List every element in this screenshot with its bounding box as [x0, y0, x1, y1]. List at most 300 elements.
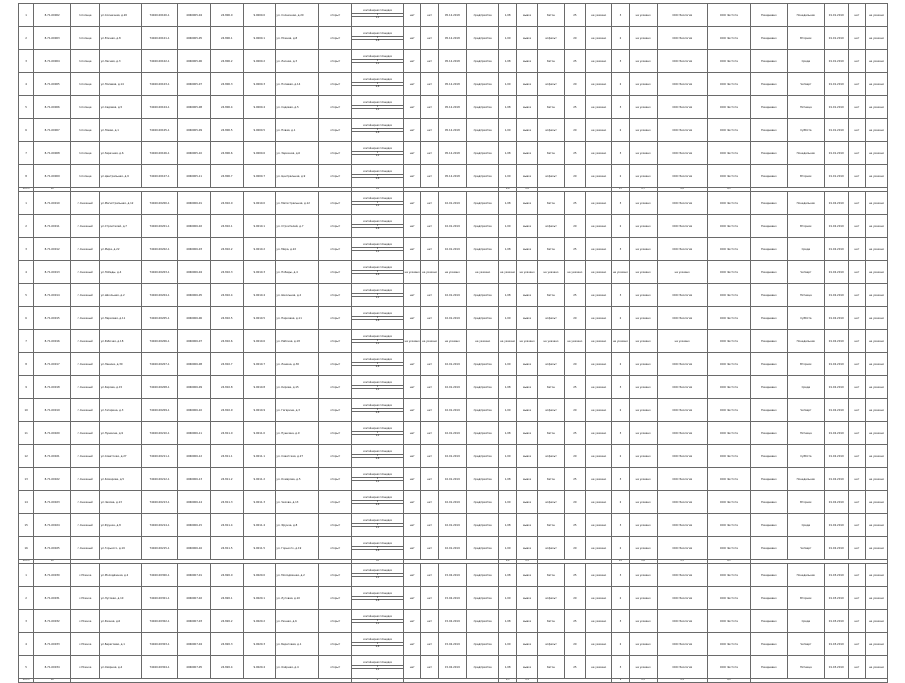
- cell-n: 2: [19, 27, 34, 50]
- cell-c: предприятие: [466, 610, 499, 633]
- cell-o: Среда: [787, 376, 824, 399]
- cell-l: ООО Чистота: [707, 468, 750, 491]
- cell-i: 2: [612, 633, 629, 656]
- cell-f1: 4060007-03: [178, 610, 211, 633]
- cell-date: 10.01.2019: [438, 537, 466, 560]
- cell-date: 05.12.2018: [438, 4, 466, 27]
- cell-g: 25: [564, 96, 586, 119]
- cell-o: Четверг: [787, 633, 824, 656]
- cell-r: не указано: [866, 27, 888, 50]
- cell-f1: 4060007-01: [178, 564, 211, 587]
- cell-n: 11: [19, 422, 34, 445]
- cell-site-details: [351, 261, 403, 284]
- cell-g: 20: [564, 445, 586, 468]
- cell-id: 8-71-00021: [34, 445, 71, 468]
- cell-f1: 4060005-08: [178, 96, 211, 119]
- table-row: [19, 165, 888, 188]
- cell-p: 01.02.2019: [824, 353, 848, 376]
- cell-h: не указано: [586, 96, 612, 119]
- total-value: 0,1: [707, 560, 750, 564]
- cell-name: ул.Береговая, д.1: [100, 633, 141, 656]
- cell-m: Ежедневно: [751, 261, 788, 284]
- cell-i: 3: [612, 4, 629, 27]
- cell-r: не указано: [866, 587, 888, 610]
- cell-a: нет: [404, 50, 421, 73]
- cell-f3: 9.0010.1: [243, 215, 276, 238]
- cell-j: не указано: [629, 192, 657, 215]
- cell-l: ООО Чистота: [707, 73, 750, 96]
- cell-l: ООО Чистота: [707, 307, 750, 330]
- cell-r: не указано: [866, 537, 888, 560]
- cell-n: 5: [19, 96, 34, 119]
- cell-name: ул.Молодёжная, д.2: [100, 564, 141, 587]
- cell-type: п.Солнце: [71, 119, 100, 142]
- cell-k: ООО Экология: [657, 238, 707, 261]
- cell-p: 01.03.2019: [824, 656, 848, 679]
- cell-b: нет: [421, 537, 438, 560]
- cell-f: бетон: [538, 422, 564, 445]
- cell-site-detail-line: 1: [352, 59, 403, 62]
- cell-h: не указано: [586, 656, 612, 679]
- cell-site-detail-line: контейнерная площадка: [363, 124, 392, 128]
- table-row: [19, 119, 888, 142]
- cell-a: нет: [404, 73, 421, 96]
- cell-p: 01.02.2019: [824, 468, 848, 491]
- cell-a: нет: [404, 238, 421, 261]
- total-value: 9: [612, 679, 629, 683]
- cell-g: 25: [564, 514, 586, 537]
- cell-o: Понедельник: [787, 192, 824, 215]
- cell-name: ул.Комарова, д.5: [100, 468, 141, 491]
- total-value: 0,1: [707, 188, 750, 192]
- cell-f: асфальт: [538, 215, 564, 238]
- cell-c: предприятие: [466, 564, 499, 587]
- cell-type: п.Солнце: [71, 96, 100, 119]
- cell-e: вывоз: [516, 353, 538, 376]
- cell-site-detail-line: 1: [352, 82, 403, 85]
- cell-n: 1: [19, 564, 34, 587]
- total-spacer: [751, 679, 888, 683]
- cell-type: п.Солнце: [71, 73, 100, 96]
- cell-l: ООО Чистота: [707, 215, 750, 238]
- cell-c: предприятие: [466, 73, 499, 96]
- cell-site-detail-line: контейнерная площадка: [363, 78, 392, 82]
- cell-f2: 24.810.0: [210, 192, 243, 215]
- cell-l: ООО Чистота: [707, 633, 750, 656]
- cell-j: не указано: [629, 468, 657, 491]
- cell-id: 8-71-00032: [34, 610, 71, 633]
- cell-owner: ул. Комарова, д.5: [276, 468, 319, 491]
- cell-f3: 9.0000.6: [243, 142, 276, 165]
- table-row: [19, 238, 888, 261]
- cell-a: нет: [404, 353, 421, 376]
- cell-site-detail-line: 0,8: [352, 503, 403, 506]
- cell-n: 5: [19, 656, 34, 679]
- cell-b: нет: [421, 633, 438, 656]
- cell-owner: ул. Береговая, д.1: [276, 633, 319, 656]
- table-row: [19, 610, 888, 633]
- cell-b: нет: [421, 238, 438, 261]
- cell-f: бетон: [538, 564, 564, 587]
- cell-l: ООО Чистота: [707, 284, 750, 307]
- cell-e: вывоз: [516, 491, 538, 514]
- cell-q: нет: [848, 445, 865, 468]
- cell-id: 8-71-00019: [34, 399, 71, 422]
- cell-f: бетон: [538, 656, 564, 679]
- cell-h: не указано: [586, 165, 612, 188]
- cell-f1: 4060006-05: [178, 284, 211, 307]
- cell-owner: ул. Рабочая, д.18: [276, 330, 319, 353]
- cell-site-detail-line: контейнерная площадка: [363, 55, 392, 59]
- cell-code: 74040-00106-1: [141, 142, 178, 165]
- table-row: [19, 656, 888, 679]
- cell-date: 05.12.2018: [438, 142, 466, 165]
- cell-r: не указано: [866, 284, 888, 307]
- cell-kind: открыт: [319, 610, 352, 633]
- cell-code: 74040-00202-1: [141, 238, 178, 261]
- table-row: [19, 307, 888, 330]
- cell-owner: ул. Советская, д.27: [276, 445, 319, 468]
- cell-n: 1: [19, 192, 34, 215]
- total-value: 6: [351, 679, 403, 683]
- cell-f1: 4060007-05: [178, 656, 211, 679]
- cell-date: 10.01.2019: [438, 284, 466, 307]
- cell-m: Ежедневно: [751, 142, 788, 165]
- cell-p: 01.02.2019: [824, 307, 848, 330]
- cell-d: 1,08: [499, 192, 516, 215]
- cell-site-detail-line: 1,1: [352, 154, 403, 157]
- total-spacer: [538, 679, 612, 683]
- cell-type: с.Южное: [71, 564, 100, 587]
- cell-j: не указано: [629, 399, 657, 422]
- cell-k: ООО Экология: [657, 537, 707, 560]
- cell-id: 8-71-00014: [34, 284, 71, 307]
- cell-type: п.Солнце: [71, 27, 100, 50]
- cell-f3: 9.0020.4: [243, 656, 276, 679]
- cell-site-details: [351, 119, 403, 142]
- cell-m: Ежедневно: [751, 633, 788, 656]
- cell-owner: ул. Чехова, д.13: [276, 491, 319, 514]
- cell-f2: 24.800.3: [210, 73, 243, 96]
- cell-g: 25: [564, 142, 586, 165]
- cell-id: 8-71-00022: [34, 468, 71, 491]
- cell-i: 2: [612, 119, 629, 142]
- cell-n: 13: [19, 468, 34, 491]
- cell-q: нет: [848, 564, 865, 587]
- cell-id: 8-71-00006: [34, 96, 71, 119]
- cell-site-detail-line: 1,1: [352, 296, 403, 299]
- cell-p: 01.02.2019: [824, 445, 848, 468]
- cell-id: 8-71-00020: [34, 422, 71, 445]
- cell-type: г.Снежный: [71, 514, 100, 537]
- cell-site-detail-line: контейнерная площадка: [363, 661, 392, 665]
- cell-e: вывоз: [516, 165, 538, 188]
- cell-o: Четверг: [787, 261, 824, 284]
- cell-kind: открыт: [319, 587, 352, 610]
- registry-table: [18, 3, 888, 683]
- cell-id: 8-71-00009: [34, 165, 71, 188]
- cell-h: не указано: [586, 537, 612, 560]
- cell-f1: 4060006-04: [178, 261, 211, 284]
- table-row: [19, 261, 888, 284]
- cell-r: не указано: [866, 330, 888, 353]
- cell-d: 1,08: [499, 468, 516, 491]
- cell-kind: открыт: [319, 445, 352, 468]
- cell-kind: открыт: [319, 238, 352, 261]
- cell-m: Ежедневно: [751, 656, 788, 679]
- cell-l: ООО Чистота: [707, 330, 750, 353]
- cell-b: нет: [421, 422, 438, 445]
- cell-name: ул.Заречная, д.6: [100, 142, 141, 165]
- cell-name: ул.Чехова, д.13: [100, 491, 141, 514]
- cell-site-detail-line: 0,8: [352, 457, 403, 460]
- cell-f2: 24.810.6: [210, 330, 243, 353]
- cell-o: Вторник: [787, 165, 824, 188]
- cell-k: ООО Экология: [657, 587, 707, 610]
- cell-d: 1,00: [499, 27, 516, 50]
- cell-name: ул.Гагарина, д.3: [100, 399, 141, 422]
- cell-f3: 9.0020.3: [243, 633, 276, 656]
- cell-n: 2: [19, 587, 34, 610]
- cell-i: 3: [612, 238, 629, 261]
- cell-l: ООО Чистота: [707, 238, 750, 261]
- group-total-row: [19, 679, 888, 683]
- cell-type: г.Снежный: [71, 353, 100, 376]
- cell-d: 1,08: [499, 4, 516, 27]
- cell-f1: 4060006-15: [178, 514, 211, 537]
- cell-type: г.Снежный: [71, 491, 100, 514]
- cell-b: нет: [421, 27, 438, 50]
- cell-site-details: [351, 192, 403, 215]
- cell-date: 10.01.2019: [438, 422, 466, 445]
- cell-c: предприятие: [466, 587, 499, 610]
- cell-i: 2: [612, 399, 629, 422]
- cell-p: 01.02.2019: [824, 284, 848, 307]
- cell-f: асфальт: [538, 633, 564, 656]
- cell-site-detail-line: 0,8: [352, 549, 403, 552]
- cell-k: ООО Экология: [657, 491, 707, 514]
- cell-name: ул.Победы, д.4: [100, 261, 141, 284]
- cell-p: 01.01.2019: [824, 73, 848, 96]
- cell-a: нет: [404, 399, 421, 422]
- cell-date: 05.12.2018: [438, 119, 466, 142]
- cell-p: 01.03.2019: [824, 587, 848, 610]
- cell-h: не указано: [586, 142, 612, 165]
- cell-d: 1,00: [499, 633, 516, 656]
- cell-j: не указано: [629, 514, 657, 537]
- cell-g: 20: [564, 353, 586, 376]
- cell-j: не указано: [629, 165, 657, 188]
- cell-f3: 9.0000.4: [243, 96, 276, 119]
- cell-site-details: [351, 330, 403, 353]
- cell-q: нет: [848, 514, 865, 537]
- cell-k: не указано: [657, 330, 707, 353]
- cell-type: с.Южное: [71, 656, 100, 679]
- cell-type: г.Снежный: [71, 468, 100, 491]
- cell-d: 1,00: [499, 119, 516, 142]
- cell-date: 10.01.2019: [438, 192, 466, 215]
- cell-m: Ежедневно: [751, 284, 788, 307]
- cell-l: ООО Чистота: [707, 656, 750, 679]
- cell-b: нет: [421, 468, 438, 491]
- table-row: [19, 215, 888, 238]
- cell-f2: 24.820.4: [210, 656, 243, 679]
- cell-code: 74040-00302-1: [141, 610, 178, 633]
- cell-q: нет: [848, 376, 865, 399]
- cell-d: 1,00: [499, 165, 516, 188]
- cell-f1: 4060006-02: [178, 215, 211, 238]
- table-row: [19, 50, 888, 73]
- cell-e: вывоз: [516, 610, 538, 633]
- cell-a: нет: [404, 422, 421, 445]
- cell-h: не указано: [586, 27, 612, 50]
- cell-kind: открыт: [319, 399, 352, 422]
- cell-i: 2: [612, 445, 629, 468]
- cell-f3: 9.0011.1: [243, 445, 276, 468]
- cell-o: Суббота: [787, 445, 824, 468]
- cell-n: 8: [19, 353, 34, 376]
- cell-code: 74040-00212-1: [141, 468, 178, 491]
- cell-c: предприятие: [466, 142, 499, 165]
- total-value: 0,3: [516, 560, 538, 564]
- cell-b: нет: [421, 142, 438, 165]
- cell-d: 1,08: [499, 50, 516, 73]
- total-value: 0,0: [707, 679, 750, 683]
- table-row: [19, 284, 888, 307]
- cell-n: 12: [19, 445, 34, 468]
- total-count: 16: [34, 560, 71, 564]
- cell-owner: ул. Кирова, д.15: [276, 376, 319, 399]
- cell-site-detail-line: 0,8: [352, 411, 403, 414]
- cell-h: не указано: [586, 468, 612, 491]
- cell-kind: открыт: [319, 4, 352, 27]
- cell-date: 10.01.2019: [438, 307, 466, 330]
- cell-date: 10.01.2019: [438, 238, 466, 261]
- cell-type: г.Снежный: [71, 238, 100, 261]
- cell-site-detail-line: контейнерная площадка: [363, 170, 392, 174]
- cell-n: 14: [19, 491, 34, 514]
- cell-name: ул.Садовая, д.5: [100, 96, 141, 119]
- cell-m: Ежедневно: [751, 192, 788, 215]
- cell-q: нет: [848, 468, 865, 491]
- cell-owner: ул. Горького, д.19: [276, 537, 319, 560]
- cell-f3: 9.0010.9: [243, 399, 276, 422]
- cell-f1: 4060005-06: [178, 50, 211, 73]
- cell-k: ООО Экология: [657, 399, 707, 422]
- cell-j: не указано: [629, 50, 657, 73]
- cell-e: вывоз: [516, 537, 538, 560]
- cell-q: нет: [848, 73, 865, 96]
- cell-e: вывоз: [516, 468, 538, 491]
- cell-site-detail-line: контейнерная площадка: [363, 473, 392, 477]
- cell-k: не указано: [657, 261, 707, 284]
- cell-f1: 4060007-02: [178, 587, 211, 610]
- cell-b: нет: [421, 376, 438, 399]
- cell-name: ул.Школьная, д.2: [100, 284, 141, 307]
- cell-k: ООО Экология: [657, 27, 707, 50]
- cell-i: 2: [612, 587, 629, 610]
- cell-c: предприятие: [466, 165, 499, 188]
- cell-f3: 9.0011.3: [243, 491, 276, 514]
- cell-site-detail-line: 1,1: [352, 576, 403, 579]
- cell-site-detail-line: 1: [352, 224, 403, 227]
- table-row: [19, 353, 888, 376]
- cell-m: Ежедневно: [751, 307, 788, 330]
- cell-name: ул.Ленина, д.30: [100, 353, 141, 376]
- cell-type: г.Снежный: [71, 537, 100, 560]
- cell-o: Вторник: [787, 215, 824, 238]
- cell-owner: ул. Садовая, д.5: [276, 96, 319, 119]
- cell-p: 01.02.2019: [824, 537, 848, 560]
- cell-c: предприятие: [466, 96, 499, 119]
- cell-b: нет: [421, 564, 438, 587]
- cell-kind: открыт: [319, 491, 352, 514]
- cell-j: не указано: [629, 261, 657, 284]
- cell-i: 3: [612, 514, 629, 537]
- cell-name: ул.Южная, д.8: [100, 27, 141, 50]
- cell-kind: открыт: [319, 50, 352, 73]
- cell-site-detail-line: 1: [352, 201, 403, 204]
- cell-f: бетон: [538, 142, 564, 165]
- cell-a: нет: [404, 4, 421, 27]
- cell-n: 2: [19, 215, 34, 238]
- cell-c: предприятие: [466, 445, 499, 468]
- cell-f2: 24.810.8: [210, 376, 243, 399]
- cell-owner: ул. Молодёжная, д.2: [276, 564, 319, 587]
- cell-l: ООО Чистота: [707, 564, 750, 587]
- cell-o: Среда: [787, 514, 824, 537]
- cell-f2: 24.811.1: [210, 445, 243, 468]
- cell-code: 74040-00303-1: [141, 633, 178, 656]
- cell-site-detail-line: 1: [352, 619, 403, 622]
- cell-f3: 9.0010.4: [243, 284, 276, 307]
- cell-site-detail-line: 1,1: [352, 204, 403, 207]
- cell-k: ООО Экология: [657, 4, 707, 27]
- cell-f2: 24.820.1: [210, 587, 243, 610]
- cell-f: асфальт: [538, 119, 564, 142]
- table-row: [19, 491, 888, 514]
- cell-r: не указано: [866, 165, 888, 188]
- cell-id: 8-71-00007: [34, 119, 71, 142]
- cell-h: не указано: [586, 330, 612, 353]
- cell-owner: ул. Речная, д.6: [276, 610, 319, 633]
- cell-site-detail-line: 1,1: [352, 480, 403, 483]
- cell-site-detail-line: 1,1: [352, 526, 403, 529]
- cell-date: 10.01.2019: [438, 468, 466, 491]
- cell-p: 01.01.2019: [824, 50, 848, 73]
- cell-f1: 4060005-05: [178, 27, 211, 50]
- cell-k: ООО Экология: [657, 422, 707, 445]
- cell-site-detail-line: контейнерная площадка: [363, 101, 392, 105]
- cell-site-details: [351, 422, 403, 445]
- cell-p: 01.01.2019: [824, 27, 848, 50]
- cell-d: 1,08: [499, 142, 516, 165]
- cell-site-detail-line: контейнерная площадка: [363, 638, 392, 642]
- cell-h: не указано: [586, 564, 612, 587]
- cell-c: предприятие: [466, 4, 499, 27]
- cell-f: асфальт: [538, 491, 564, 514]
- cell-id: 8-71-00025: [34, 537, 71, 560]
- cell-f1: 4060006-11: [178, 422, 211, 445]
- cell-c: предприятие: [466, 376, 499, 399]
- cell-name: ул.Солнечная, д.20: [100, 4, 141, 27]
- cell-h: не указано: [586, 261, 612, 284]
- cell-f2: 24.800.1: [210, 27, 243, 50]
- cell-owner: ул. Школьная, д.2: [276, 284, 319, 307]
- cell-c: предприятие: [466, 468, 499, 491]
- total-value: 0,8: [629, 560, 657, 564]
- cell-i: не указано: [612, 330, 629, 353]
